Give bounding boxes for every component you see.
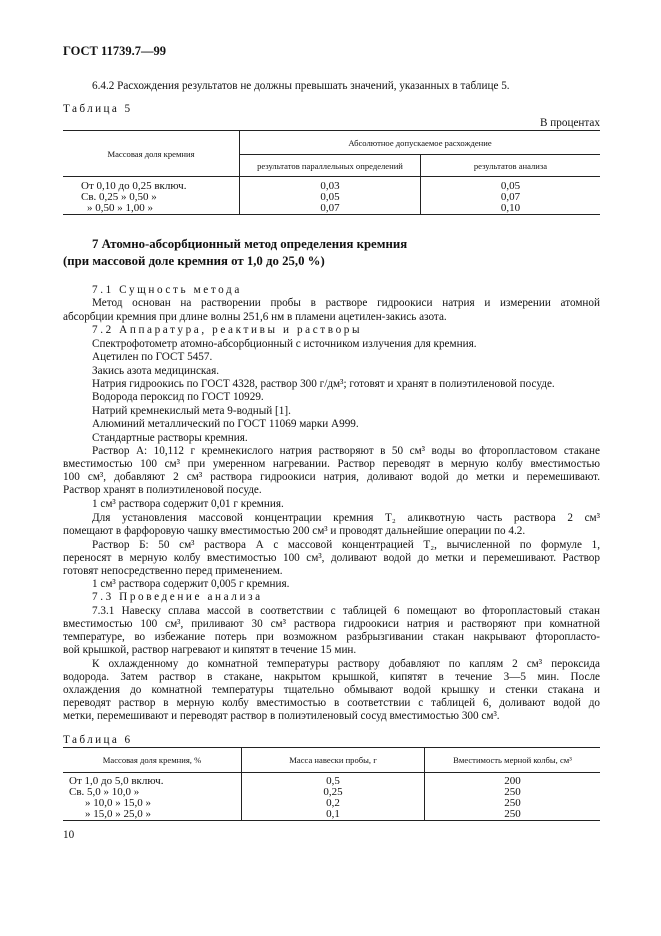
reagent-line: Стандартные растворы кремния. bbox=[92, 432, 248, 444]
table6-row-sample: 0,1 bbox=[242, 809, 425, 821]
paragraph-line: Для установления массовой концентрации кремния T₂ аликвотную часть раствора 2 см³ bbox=[92, 512, 600, 524]
table6-row-sample: 0,2 bbox=[242, 798, 425, 809]
table6-row bbox=[63, 798, 600, 809]
paragraph-line: охлаждения до комнатной температуры тщательно обмывают водой крышку и стенки стакана и bbox=[63, 684, 600, 696]
section7-title-line1: 7 Атомно-абсорбционный метод определения кремния bbox=[92, 237, 408, 251]
table6-row-sample: 0,25 bbox=[242, 787, 425, 798]
table6-row-mass: Св. 5,0 » 10,0 » bbox=[69, 785, 140, 798]
table6-row-flask: 250 bbox=[425, 809, 601, 821]
table6-row bbox=[63, 776, 600, 787]
paragraph-line: переносят в мерную колбу вместимостью 100 см³, доливают водой до метки и перемешивают. Раствор bbox=[63, 552, 600, 564]
table6-row-mass: » 10,0 » 15,0 » bbox=[85, 796, 151, 809]
table5-row bbox=[63, 181, 600, 192]
table5-caption: Таблица 5 bbox=[63, 103, 133, 115]
paragraph-line: 7.3.1 Навеску сплава массой в соответствии с таблицей 6 помещают во фторопластовый стакан bbox=[92, 605, 600, 617]
table5 bbox=[63, 130, 600, 215]
table6-row-flask: 250 bbox=[425, 787, 601, 798]
table5-row-parallel: 0,03 bbox=[240, 181, 421, 192]
table5-row-mass: От 0,10 до 0,25 включ. bbox=[81, 179, 187, 192]
paragraph-line: вместимостью 100 см³, приливают 30 см³ раствора гидроокиси натрия и растворяют при комнатной bbox=[63, 618, 600, 630]
subsection-7-1-heading: 7.1 Сущность метода bbox=[92, 284, 242, 296]
table6-header-sample: Масса навески пробы, г bbox=[242, 748, 425, 773]
document-code: ГОСТ 11739.7—99 bbox=[63, 44, 166, 58]
paragraph-line: метки, перемешивают и переводят раствор в полиэтиленовый сосуд вместимостью 300 см³. bbox=[63, 710, 500, 722]
paragraph-line: переводят раствор в мерную колбу вместимостью в соответствии с таблицей 6, доливают водой до bbox=[63, 697, 600, 709]
table5-row-parallel: 0,07 bbox=[240, 203, 421, 215]
table6-row-sample: 0,5 bbox=[242, 776, 425, 787]
table5-header-group: Абсолютное допускаемое расхождение bbox=[240, 131, 601, 155]
paragraph-line: вой крышкой, раствор нагревают и кипятят в течение 15 мин. bbox=[63, 644, 357, 656]
table5-row bbox=[63, 203, 600, 215]
paragraph-line: Раствор А: 10,112 г кремнекислого натрия растворяют в 50 см³ воды во фторопластовом стакане bbox=[92, 445, 600, 457]
table5-unit-note: В процентах bbox=[540, 117, 600, 129]
paragraph-line: водорода. Затем раствор в стакане, накрытом крышкой, кипятят в течение 3—5 мин. После bbox=[63, 671, 600, 683]
table6-row-flask: 200 bbox=[425, 776, 601, 787]
paragraph-line: 100 см³, добавляют 2 см³ раствора гидроокиси натрия, доливают водой до метки и перемешивают. bbox=[63, 471, 600, 483]
paragraph-line: помещают в фарфоровую чашку вместимостью 200 см³ и проводят дальнейшие операции по 4.2. bbox=[63, 525, 526, 537]
table6-header-flask: Вместимость мерной колбы, см³ bbox=[425, 748, 601, 773]
table6 bbox=[63, 747, 600, 821]
table5-header-parallel: результатов параллельных определений bbox=[240, 155, 421, 177]
reagent-line: Натрия гидроокись по ГОСТ 4328, раствор 300 г/дм³; готовят и хранят в полиэтиленовой посуде. bbox=[92, 378, 555, 390]
table5-row-mass: Св. 0,25 » 0,50 » bbox=[81, 190, 157, 203]
reagent-line: Ацетилен по ГОСТ 5457. bbox=[92, 351, 213, 363]
table5-row-analysis: 0,05 bbox=[421, 181, 601, 192]
table6-caption: Таблица 6 bbox=[63, 734, 133, 746]
paragraph-line: Раствор Б: 50 см³ раствора А с массовой концентрацией T₂, вычисленной по формуле 1, bbox=[92, 539, 600, 551]
table5-row-parallel: 0,05 bbox=[240, 192, 421, 203]
reagent-line: Алюминий металлический по ГОСТ 11069 марки А999. bbox=[92, 418, 359, 430]
reagent-line: Натрий кремнекислый мета 9-водный [1]. bbox=[92, 405, 291, 417]
table6-row bbox=[63, 809, 600, 821]
table6-header-mass: Массовая доля кремния, % bbox=[63, 748, 242, 773]
paragraph-line: Метод основан на растворении пробы в растворе гидроокиси натрия и измерении атомной bbox=[92, 297, 600, 309]
table5-header-mass: Массовая доля кремния bbox=[63, 131, 240, 177]
table6-row bbox=[63, 787, 600, 798]
section7-title-line2: (при массовой доле кремния от 1,0 до 25,0 %) bbox=[63, 254, 325, 268]
table5-row-mass: » 0,50 » 1,00 » bbox=[63, 203, 240, 215]
reagent-line: Спектрофотометр атомно-абсорбционный с источником излучения для кремния. bbox=[92, 338, 477, 350]
table5-header-analysis: результатов анализа bbox=[421, 155, 601, 177]
table5-row-analysis: 0,10 bbox=[421, 203, 601, 215]
paragraph-line: температуре, во избежание потерь при возможном разбрызгивании стакан накрывают фторопласто- bbox=[63, 631, 600, 643]
table6-row-flask: 250 bbox=[425, 798, 601, 809]
subsection-7-2-heading: 7.2 Аппаратура, реактивы и растворы bbox=[92, 324, 363, 336]
table6-row-mass: » 15,0 » 25,0 » bbox=[63, 809, 242, 821]
page-number: 10 bbox=[63, 829, 75, 841]
reagent-line: Закись азота медицинская. bbox=[92, 365, 220, 377]
paragraph-line: 1 см³ раствора содержит 0,01 г кремния. bbox=[92, 498, 284, 510]
clause-6-4-2: 6.4.2 Расхождения результатов не должны превышать значений, указанных в таблице 5. bbox=[92, 80, 510, 92]
paragraph-line: К охлажденному до комнатной температуры раствору добавляют по каплям 2 см³ пероксида bbox=[92, 658, 600, 670]
paragraph-line: готовят непосредственно перед применением. bbox=[63, 565, 283, 577]
table6-row-mass: От 1,0 до 5,0 включ. bbox=[69, 774, 164, 787]
table5-row bbox=[63, 192, 600, 203]
reagent-line: Водорода пероксид по ГОСТ 10929. bbox=[92, 391, 264, 403]
subsection-7-3-heading: 7.3 Проведение анализа bbox=[92, 591, 263, 603]
paragraph-line: абсорбции кремния при длине волны 251,6 нм в пламени ацетилен-закись азота. bbox=[63, 311, 447, 323]
paragraph-line: Раствор хранят в полиэтиленовой посуде. bbox=[63, 484, 262, 496]
paragraph-line: вместимостью 100 см³ при умеренном нагревании. Раствор переводят в мерную колбу вместимостью bbox=[63, 458, 600, 470]
table5-row-analysis: 0,07 bbox=[421, 192, 601, 203]
paragraph-line: 1 см³ раствора содержит 0,005 г кремния. bbox=[92, 578, 290, 590]
